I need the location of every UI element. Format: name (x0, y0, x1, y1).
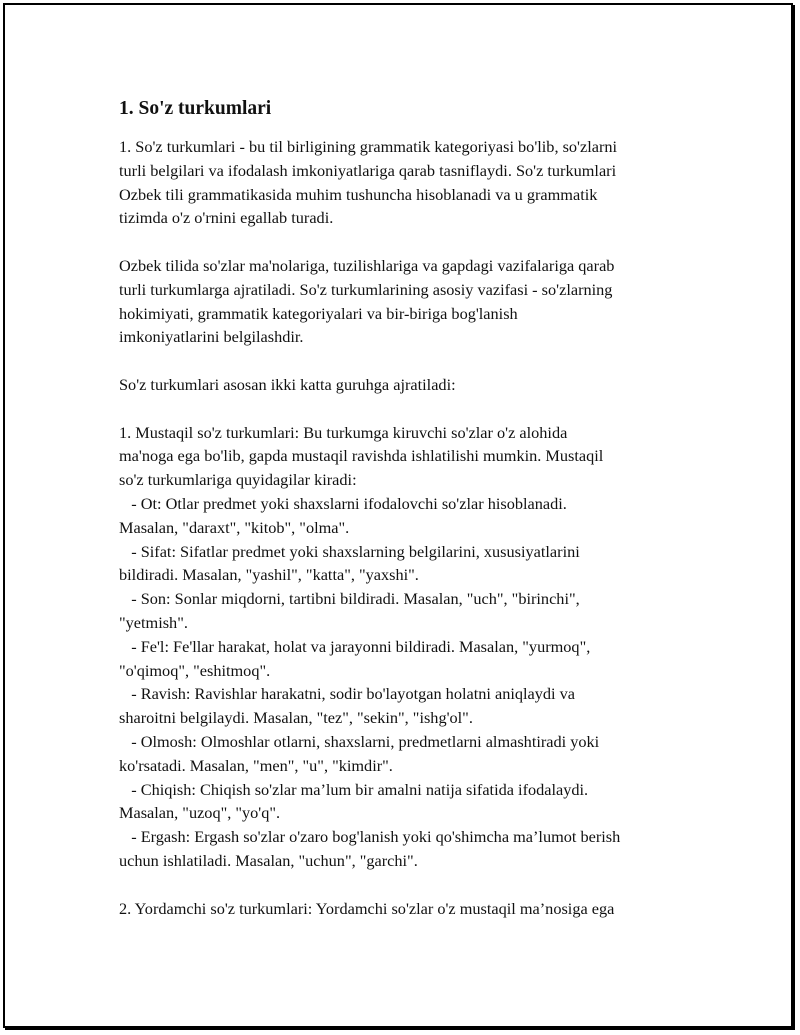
text-line: imkoniyatlarini belgilashdir. (119, 327, 304, 347)
text-line: - Ot: Otlar predmet yoki shaxslarni ifodalovchi so'zlar hisoblanadi. (119, 493, 567, 513)
text-line: So'z turkumlari asosan ikki katta guruhga ajratiladi: (119, 374, 456, 394)
text-line: - Fe'l: Fe'llar harakat, holat va jarayonni bildiradi. Masalan, "yurmoq", (119, 636, 591, 656)
text-line: turli turkumlarga ajratiladi. So'z turkumlarining asosiy vazifasi - so'zlarning (119, 279, 613, 299)
text-line: 1. So'z turkumlari - bu til birligining grammatik kategoriyasi bo'lib, so'zlarni (119, 137, 618, 156)
text-line: tizimda o'z o'rnini egallab turadi. (119, 208, 334, 228)
paragraph-gap (119, 397, 699, 421)
text-line: turli belgilari va ifodalash imkoniyatlariga qarab tasniflaydi. So'z turkumlari (119, 160, 617, 180)
text-line: - Son: Sonlar miqdorni, tartibni bildiradi. Masalan, "uch", "birinchi", (119, 589, 580, 609)
text-line: hokimiyati, grammatik kategoriyalari va bir-biriga bog'lanish (119, 303, 518, 323)
text-line: - Ergash: Ergash so'zlar o'zaro bog'lanish yoki qo'shimcha ma’lumot berish (119, 827, 621, 847)
document-body (119, 97, 699, 920)
paragraph-gap (119, 230, 699, 254)
text-line: Masalan, "uzoq", "yo'q". (119, 803, 281, 823)
paragraph-gap (119, 349, 699, 373)
section-heading: 1. So'z turkumlari (119, 98, 272, 119)
text-line: - Chiqish: Chiqish so'zlar ma’lum bir amalni natija sifatida ifodalaydi. (119, 779, 589, 799)
paragraph-gap (119, 873, 699, 897)
text-line: ma'noga ega bo'lib, gapda mustaqil ravishda ishlatilishi mumkin. Mustaqil (119, 446, 604, 466)
text-lines (119, 135, 699, 920)
text-line: - Olmosh: Olmoshlar otlarni, shaxslarni, predmetlarni almashtiradi yoki (119, 731, 600, 751)
text-line: sharoitni belgilaydi. Masalan, "tez", "sekin", "ishg'ol". (119, 708, 473, 728)
text-line: ko'rsatadi. Masalan, "men", "u", "kimdir". (119, 755, 393, 775)
text-line: so'z turkumlariga quyidagilar kiradi: (119, 470, 357, 490)
text-line: - Ravish: Ravishlar harakatni, sodir bo'layotgan holatni aniqlaydi va (119, 684, 575, 704)
text-line: "yetmish". (119, 612, 188, 632)
text-line: - Sifat: Sifatlar predmet yoki shaxslarning belgilarini, xususiyatlarini (119, 541, 580, 561)
text-line: bildiradi. Masalan, "yashil", "katta", "yaxshi". (119, 565, 419, 585)
text-line: Ozbek tili grammatikasida muhim tushuncha hisoblanadi va u grammatik (119, 184, 598, 204)
text-line: "o'qimoq", "eshitmoq". (119, 660, 271, 680)
text-line: 2. Yordamchi so'z turkumlari: Yordamchi so'zlar o'z mustaqil ma’nosiga ega (119, 898, 615, 918)
text-line: Masalan, "daraxt", "kitob", "olma". (119, 517, 350, 537)
page-frame (3, 3, 793, 1028)
text-line: 1. Mustaqil so'z turkumlari: Bu turkumga kiruvchi so'zlar o'z alohida (119, 422, 568, 442)
text-line: Ozbek tilida so'zlar ma'nolariga, tuzilishlariga va gapdagi vazifalariga qarab (119, 255, 615, 275)
text-line: uchun ishlatiladi. Masalan, "uchun", "garchi". (119, 850, 418, 870)
